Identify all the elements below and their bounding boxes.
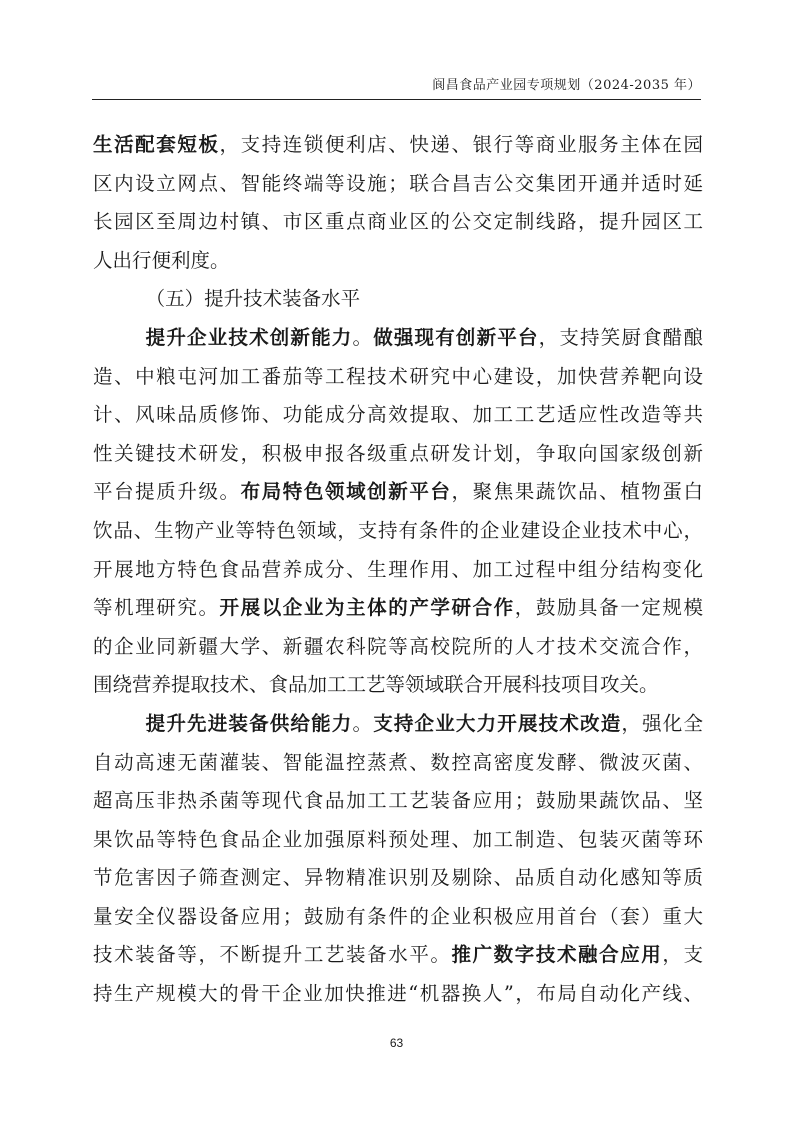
text-line (93, 551, 703, 590)
text-run: ，强化全 (621, 711, 703, 735)
text-line (93, 319, 703, 358)
text-run: ，支 (662, 943, 703, 967)
bold-phrase: 提升先进装备供给能力 (145, 711, 353, 735)
text-run: （五）提升技术装备水平 (145, 287, 361, 311)
bold-phrase: 做强现有创新平台 (373, 325, 539, 349)
text-line (93, 744, 703, 783)
text-run: 超高压非热杀菌等现代食品加工工艺装备应用；鼓励果蔬饮品、坚 (93, 789, 703, 813)
text-run: 长园区至周边村镇、市区重点商业区的公交定制线路，提升园区工 (93, 210, 703, 234)
text-run: 饮品、生物产业等特色领域，支持有条件的企业建设企业技术中心， (93, 518, 703, 542)
text-run: ，支持笑厨食醋酿 (538, 325, 703, 349)
running-header (92, 74, 701, 100)
text-run: 区内设立网点、智能终端等设施；联合昌吉公交集团开通并适时延 (93, 171, 703, 195)
text-line (93, 782, 703, 821)
text-run: 持生产规模大的骨干企业加快推进“机器换人”，布局自动化产线、 (93, 982, 703, 1006)
text-run: 围绕营养提取技术、食品加工工艺等领域联合开展科技项目攻关。 (93, 673, 659, 697)
text-line (93, 242, 703, 281)
text-run: 平台提质升级。 (93, 480, 241, 504)
text-line (93, 975, 703, 1014)
text-run: 性关键技术研发，积极申报各级重点研发计划，争取向国家级创新 (93, 441, 703, 465)
text-run: 自动高速无菌灌装、智能温控蒸煮、数控高密度发酵、微波灭菌、 (93, 750, 703, 774)
text-run: ，聚焦果蔬饮品、植物蛋白 (451, 480, 703, 504)
header-title: 阆昌食品产业园专项规划（2024-2035 年） (432, 78, 701, 93)
text-run: 果饮品等特色食品企业加强原料预处理、加工制造、包装灭菌等环 (93, 827, 703, 851)
text-line (93, 280, 703, 319)
text-line (93, 898, 703, 937)
text-line (93, 473, 703, 512)
text-line (93, 512, 703, 551)
bold-phrase: 提升企业技术创新能力 (145, 325, 353, 349)
text-run: ，鼓励具备一定规模 (514, 596, 703, 620)
bold-phrase: 开展以企业为主体的产学研合作 (219, 596, 515, 620)
text-line (93, 821, 703, 860)
text-line (93, 358, 703, 397)
text-run: ，支持连锁便利店、快递、银行等商业服务主体在园 (219, 133, 703, 156)
bold-phrase: 支持企业大力开展技术改造 (373, 711, 622, 735)
text-run: 。 (352, 325, 374, 349)
text-run: 等机理研究。 (93, 596, 220, 620)
page-number: 63 (389, 1036, 404, 1050)
text-line (93, 859, 703, 898)
text-run: 人出行便利度。 (93, 248, 230, 272)
text-line (93, 705, 703, 744)
text-line (93, 165, 703, 204)
text-line (93, 589, 703, 628)
text-run: 的企业同新疆大学、新疆农科院等高校院所的人才技术交流合作， (93, 634, 703, 658)
bold-phrase: 布局特色领域创新平台 (240, 480, 452, 504)
bold-phrase: 生活配套短板 (93, 133, 220, 156)
text-line (93, 936, 703, 975)
text-run: 。 (352, 711, 374, 735)
text-line (93, 203, 703, 242)
text-line (93, 435, 703, 474)
text-run: 技术装备等，不断提升工艺装备水平。 (93, 943, 452, 967)
text-run: 开展地方特色食品营养成分、生理作用、加工过程中组分结构变化 (93, 557, 703, 581)
text-line (93, 628, 703, 667)
text-run: 节危害因子筛查测定、异物精准识别及剔除、品质自动化感知等质 (93, 866, 703, 890)
text-run: 量安全仪器设备应用；鼓励有条件的企业积极应用首台（套）重大 (93, 904, 703, 928)
text-line (93, 396, 703, 435)
text-run: 计、风味品质修饰、功能成分高效提取、加工工艺适应性改造等共 (93, 403, 703, 427)
body-text (93, 126, 703, 1014)
text-run: 造、中粮屯河加工番茄等工程技术研究中心建设，加快营养靶向设 (93, 364, 703, 388)
bold-phrase: 推广数字技术融合应用 (451, 943, 663, 967)
text-line (93, 126, 703, 165)
text-line (93, 666, 703, 705)
